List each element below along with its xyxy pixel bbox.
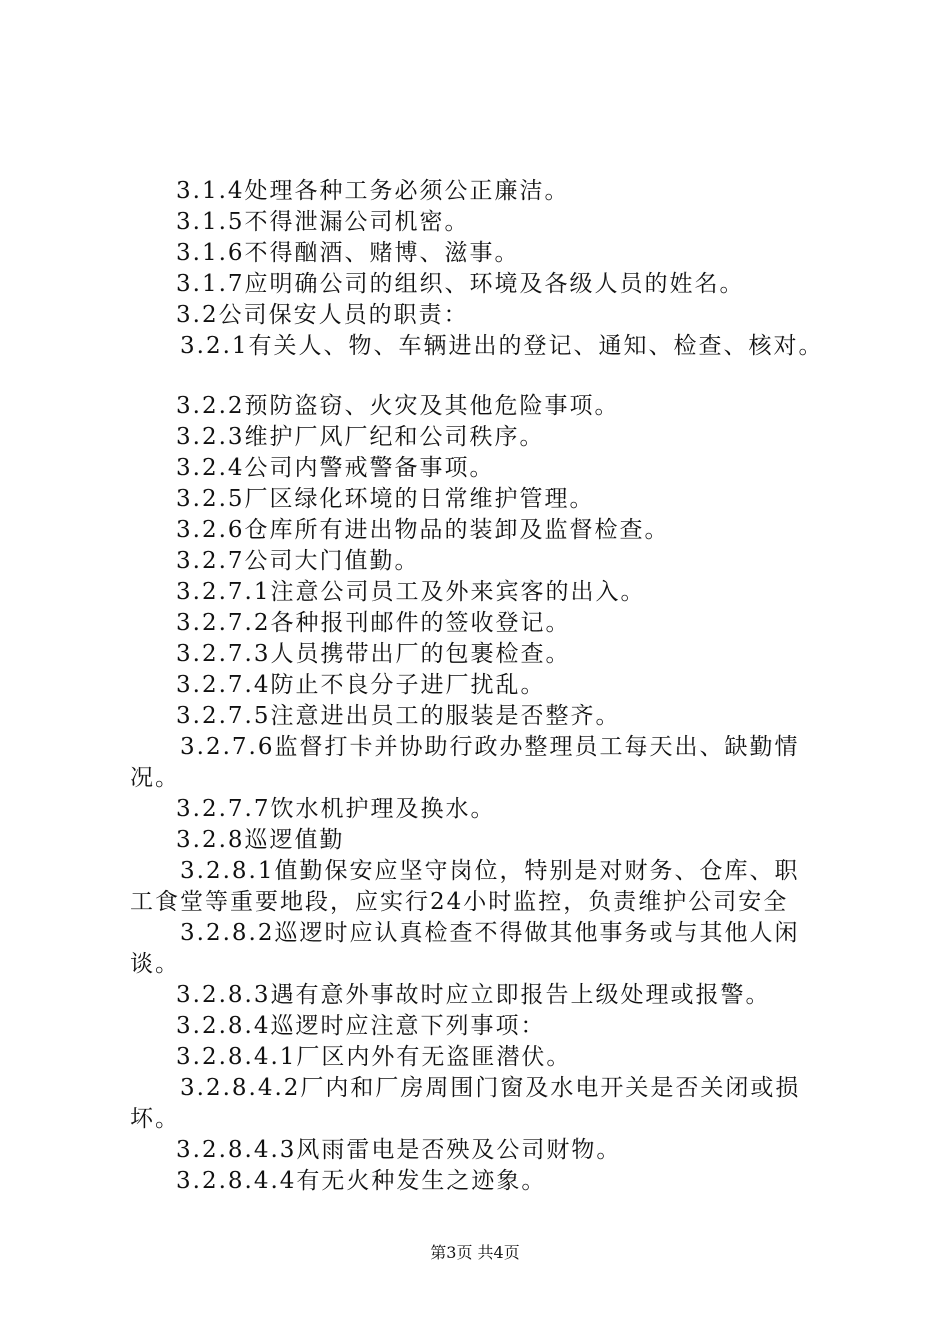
- text-line: 3.2.7.3人员携带出厂的包裹检查。: [176, 641, 571, 667]
- text-line: 3.2.8.3遇有意外事故时应立即报告上级处理或报警。: [176, 982, 771, 1008]
- text-line: 3.2.2预防盗窃、火灾及其他危险事项。: [176, 393, 620, 419]
- text-line: 3.2.8巡逻值勤: [176, 827, 345, 853]
- text-line: 3.1.4处理各种工务必须公正廉洁。: [176, 178, 570, 204]
- text-line: 3.2.7.4防止不良分子进厂扰乱。: [176, 672, 546, 698]
- text-line-continuation: 谈。: [130, 951, 180, 977]
- text-line-continuation: 坏。: [130, 1106, 180, 1132]
- text-line: 3.2.8.1值勤保安应坚守岗位，特别是对财务、仓库、职: [180, 858, 800, 884]
- text-line: 3.1.6不得酗酒、赌博、滋事。: [176, 240, 520, 266]
- text-line: 3.2.3维护厂风厂纪和公司秩序。: [176, 424, 545, 450]
- text-line: 3.2.8.4.4有无火种发生之迹象。: [176, 1168, 547, 1194]
- text-line: 3.1.5不得泄漏公司机密。: [176, 209, 470, 235]
- text-line: 3.2公司保安人员的职责：: [176, 302, 469, 328]
- text-line: 3.1.7应明确公司的组织、环境及各级人员的姓名。: [176, 271, 745, 297]
- text-line: 3.2.8.4.2厂内和厂房周围门窗及水电开关是否关闭或损: [180, 1075, 801, 1101]
- text-line-continuation: 况。: [130, 765, 180, 791]
- text-line: 3.2.7.1注意公司员工及外来宾客的出入。: [176, 579, 646, 605]
- text-line: 3.2.8.4.1厂区内外有无盗匪潜伏。: [176, 1044, 572, 1070]
- text-line: 3.2.8.4.3风雨雷电是否殃及公司财物。: [176, 1137, 622, 1163]
- text-line: 3.2.7.7饮水机护理及换水。: [176, 796, 496, 822]
- text-line: 3.2.7.5注意进出员工的服装是否整齐。: [176, 703, 621, 729]
- text-line: 3.2.7.6监督打卡并协助行政办整理员工每天出、缺勤情: [180, 734, 800, 760]
- text-line: 3.2.1有关人、物、车辆进出的登记、通知、检查、核对。: [180, 333, 824, 359]
- text-line: 3.2.6仓库所有进出物品的装卸及监督检查。: [176, 517, 670, 543]
- page-footer: 第3页 共4页: [430, 1243, 520, 1262]
- text-line: 3.2.7.2各种报刊邮件的签收登记。: [176, 610, 571, 636]
- text-line: 3.2.7公司大门值勤。: [176, 548, 420, 574]
- text-line: 3.2.8.2巡逻时应认真检查不得做其他事务或与其他人闲: [180, 920, 800, 946]
- text-line: 3.2.4公司内警戒警备事项。: [176, 455, 495, 481]
- text-line: 3.2.5厂区绿化环境的日常维护管理。: [176, 486, 595, 512]
- text-line: 3.2.8.4巡逻时应注意下列事项：: [176, 1013, 546, 1039]
- text-line-continuation: 工食堂等重要地段，应实行24小时监控，负责维护公司安全: [130, 889, 789, 915]
- blank-line: [130, 362, 850, 391]
- document-body: [130, 176, 850, 1197]
